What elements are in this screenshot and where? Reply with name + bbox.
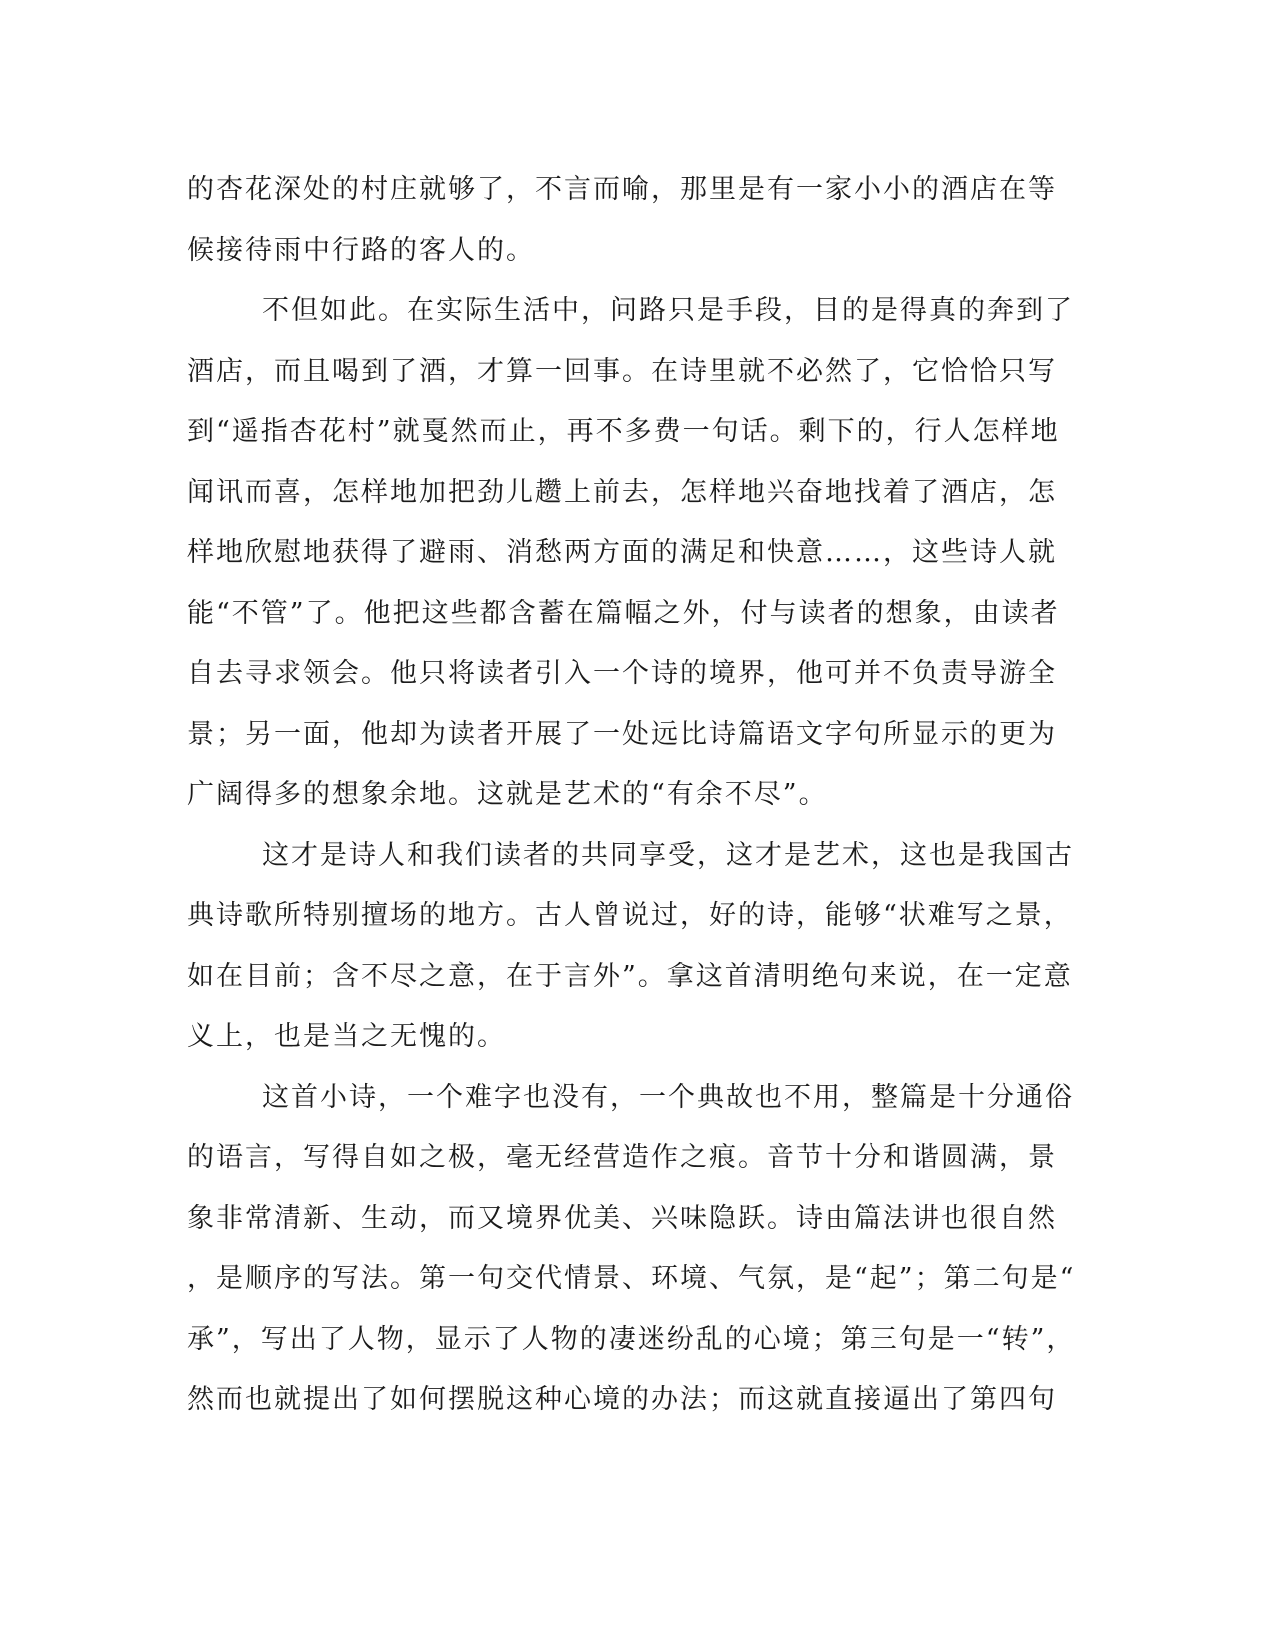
- body-text: [187, 160, 1076, 1431]
- text-line: 象非常清新、生动，而又境界优美、兴味隐跃。诗由篇法讲也很自然: [187, 1202, 1057, 1234]
- paragraph-first-line: 这才是诗人和我们读者的共同享受，这才是艺术，这也是我国古: [262, 839, 1074, 871]
- text-line: 义上，也是当之无愧的。: [187, 1021, 506, 1052]
- text-line: 典诗歌所特别擅场的地方。古人曾说过，好的诗，能够“状难写之景，: [187, 900, 1073, 931]
- text-line: ，是顺序的写法。第一句交代情景、环境、气氛，是“起”；第二句是“: [187, 1263, 1076, 1294]
- text-line: 样地欣慰地获得了避雨、消愁两方面的满足和快意……，这些诗人就: [187, 537, 1057, 568]
- text-line: 自去寻求领会。他只将读者引入一个诗的境界，他可并不负责导游全: [187, 658, 1057, 689]
- paragraph-first-line: 这首小诗，一个难字也没有，一个典故也不用，整篇是十分通俗: [262, 1081, 1074, 1113]
- text-line: 广阔得多的想象余地。这就是艺术的“有余不尽”。: [187, 779, 828, 810]
- paragraph-first-line: 不但如此。在实际生活中，问路只是手段，目的是得真的奔到了: [262, 295, 1074, 326]
- text-line: 景；另一面，他却为读者开展了一处远比诗篇语文字句所显示的更为: [187, 718, 1057, 750]
- text-line: 的语言，写得自如之极，毫无经营造作之痕。音节十分和谐圆满，景: [187, 1142, 1057, 1173]
- text-line: 如在目前；含不尽之意，在于言外”。拿这首清明绝句来说，在一定意: [187, 960, 1073, 992]
- text-line: 能“不管”了。他把这些都含蓄在篇幅之外，付与读者的想象，由读者: [187, 597, 1060, 629]
- text-line: 闻讯而喜，怎样地加把劲儿趱上前去，怎样地兴奋地找着了酒店，怎: [187, 476, 1057, 508]
- text-line: 的杏花深处的村庄就够了，不言而喻，那里是有一家小小的酒店在等: [187, 174, 1057, 205]
- text-line: 酒店，而且喝到了酒，才算一回事。在诗里就不必然了，它恰恰只写: [187, 355, 1057, 387]
- text-line: 然而也就提出了如何摆脱这种心境的办法；而这就直接逼出了第四句: [187, 1384, 1057, 1415]
- text-line: 到“遥指杏花村”就戛然而止，再不多费一句话。剩下的，行人怎样地: [187, 416, 1060, 447]
- text-line: 承”，写出了人物，显示了人物的凄迷纷乱的心境；第三句是一“转”，: [187, 1323, 1076, 1355]
- text-line: 候接待雨中行路的客人的。: [187, 234, 535, 266]
